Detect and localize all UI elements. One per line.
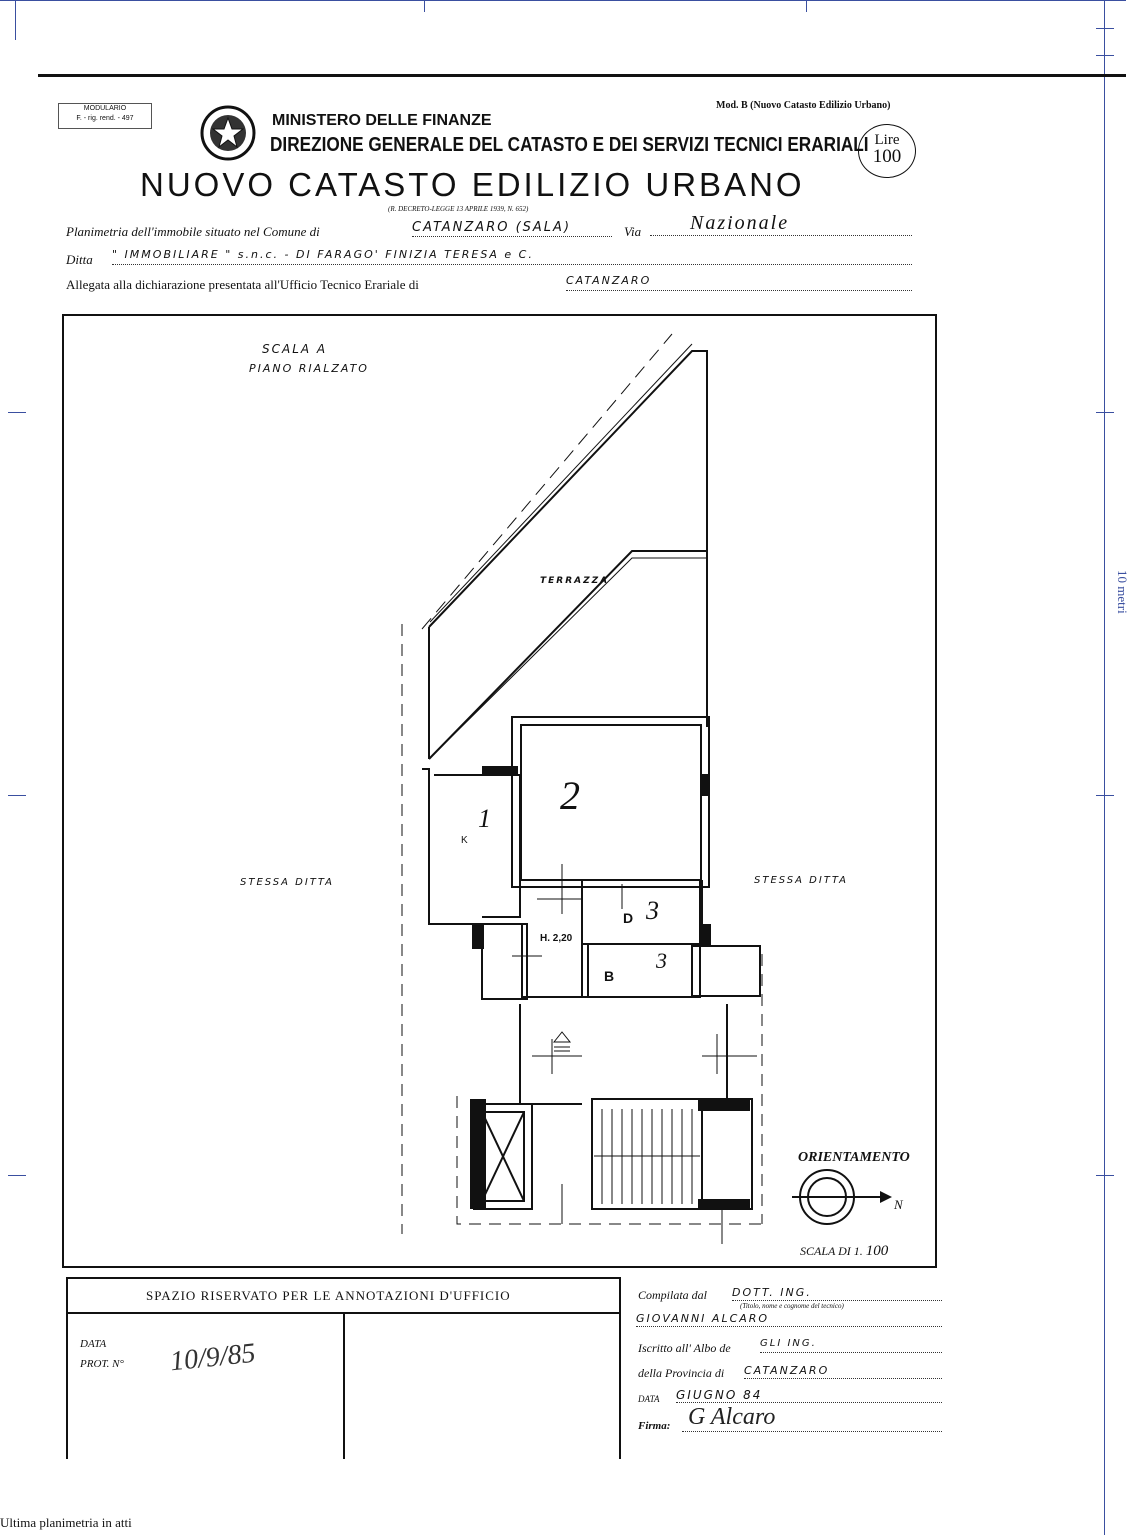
lire-value: 100: [872, 146, 902, 167]
entrance-arrow: [554, 1032, 570, 1042]
lire-label: Lire: [874, 132, 900, 148]
scale-value: 100: [865, 1243, 889, 1259]
section-ticks: [512, 864, 757, 1244]
piano-label: PIANO RIALZATO: [249, 362, 369, 375]
ufficio-field: CATANZARO: [566, 274, 912, 291]
crop-mark: [1096, 55, 1114, 56]
stair-treads: [594, 1109, 700, 1204]
top-border-line: [0, 0, 1126, 1]
ministero-title: MINISTERO DELLE FINANZE: [272, 112, 492, 129]
emblem-icon: [196, 102, 260, 164]
orientamento-label: ORIENTAMENTO: [798, 1150, 910, 1165]
room-3b-number: 3: [656, 948, 667, 973]
signature: G Alcaro: [682, 1404, 942, 1432]
room-k-label: K: [461, 835, 468, 846]
compilata-label: Compilata dal: [638, 1288, 708, 1302]
crop-mark: [15, 0, 16, 40]
crop-mark: [1096, 412, 1114, 413]
stessa-ditta-left: STESSA DITTA: [240, 877, 334, 888]
prot-label: PROT. N°: [80, 1358, 124, 1370]
crop-mark: [424, 0, 425, 12]
planimetria-label: Planimetria dell'immobile situato nel Comune di: [66, 224, 320, 239]
compilata-title: DOTT. ING.: [732, 1286, 942, 1301]
titolo-note: (Titolo, nome e cognome del tecnico): [740, 1302, 844, 1310]
crop-mark: [1096, 795, 1114, 796]
ditta-field: " IMMOBILIARE " s.n.c. - DI FARAGO' FINIZIA TERESA e C.: [112, 248, 912, 265]
via-field: Nazionale: [650, 212, 912, 236]
crop-mark: [806, 0, 807, 12]
data-label-2: DATA: [638, 1394, 660, 1404]
provincia-label: della Provincia di: [638, 1366, 725, 1380]
main-title: NUOVO CATASTO EDILIZIO URBANO: [140, 166, 805, 203]
top-rule: [38, 74, 1126, 77]
crop-mark: [1096, 28, 1114, 29]
scale-text: SCALA DI 1.: [800, 1244, 863, 1258]
stessa-ditta-right: STESSA DITTA: [754, 875, 848, 886]
room-d-label: D: [623, 910, 634, 926]
modulario-label: MODULARIO: [83, 105, 127, 112]
scala-label: SCALA A: [262, 342, 328, 356]
lire-stamp: [858, 124, 916, 178]
terrace-outline: [422, 334, 707, 759]
allegata-label: Allegata alla dichiarazione presentata all'Ufficio Tecnico Erariale di: [66, 277, 419, 292]
scale-ruler: [1104, 412, 1105, 795]
comune-field: CATANZARO (SALA): [412, 220, 612, 237]
provincia-value: CATANZARO: [744, 1364, 942, 1379]
modulario-box: [58, 103, 152, 129]
direzione-title: DIREZIONE GENERALE DEL CATASTO E DEI SERVIZI TECNICI ERARIALI: [270, 134, 869, 156]
crop-mark: [8, 412, 26, 413]
prot-value: 10/9/85: [168, 1337, 257, 1378]
modulario-code: F. - rig. rend. - 497: [76, 115, 134, 122]
scale-label: [800, 1243, 888, 1260]
bottom-note: Ultima planimetria in atti: [0, 1515, 132, 1530]
crop-mark: [8, 1175, 26, 1176]
crop-mark: [1096, 1175, 1114, 1176]
terrazza-label: TERRAZZA: [540, 576, 610, 586]
room-2-number: 2: [560, 773, 580, 818]
office-box-column: [343, 1313, 345, 1459]
crop-mark: [8, 795, 26, 796]
iscritto-label: Iscritto all' Albo de: [638, 1341, 731, 1355]
north-label: N: [894, 1197, 903, 1212]
room-b-label: B: [604, 968, 615, 984]
office-box-title: SPAZIO RISERVATO PER LE ANNOTAZIONI D'UFFICIO: [146, 1288, 511, 1303]
ditta-label: Ditta: [66, 252, 93, 267]
firma-label: Firma:: [638, 1420, 671, 1432]
albo-value: GLI ING.: [760, 1338, 942, 1353]
room-3a-number: 3: [646, 896, 659, 925]
scale-ruler-label: 10 metri: [1115, 570, 1130, 614]
floor-plan-drawing: [62, 314, 937, 1269]
room-1-number: 1: [478, 804, 491, 833]
compass-icon: [792, 1170, 892, 1224]
tecnico-name: GIOVANNI ALCARO: [636, 1312, 942, 1327]
decreto-note: (R. DECRETO-LEGGE 13 APRILE 1939, N. 652): [388, 205, 529, 213]
mod-b-label: Mod. B (Nuovo Catasto Edilizio Urbano): [716, 100, 891, 111]
data-label: DATA: [80, 1338, 107, 1350]
data-value: GIUGNO 84: [676, 1388, 942, 1403]
via-label: Via: [624, 224, 642, 239]
height-note: H. 2,20: [540, 933, 573, 944]
